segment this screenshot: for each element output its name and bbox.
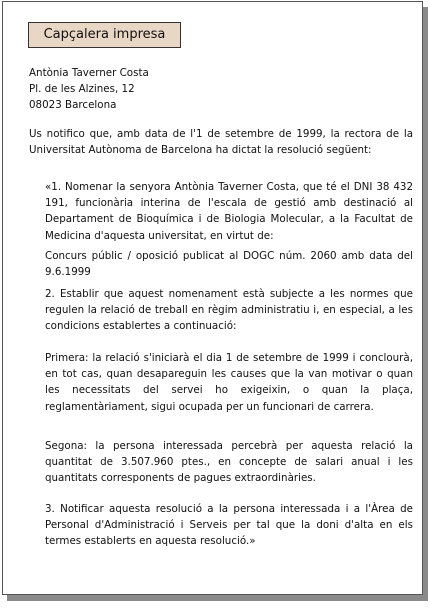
resolution-item-1: «1. Nomenar la senyora Antònia Taverner Costa, que té el DNI 38 432 191, funcionària interina de l'escala de gestió amb destinació al Departament de Bioquímica i de Biologia Molecular, a la Facultat de Medicina d'aquesta universitat, en virtut de: (45, 181, 413, 242)
condition-segona: Segona: la persona interessada percebrà per aquesta relació la quantitat de 3.507.960 ptes., en concepte de salari anual i les quantitats corresponents de pagues extraordinàries. (45, 440, 413, 485)
recipient-city: 08023 Barcelona (29, 99, 117, 112)
recipient-street: Pl. de les Alzines, 12 (29, 83, 135, 96)
resolution-item-3: 3. Notificar aquesta resolució a la persona interessada i a l'Àrea de Personal d'Administració i Serveis per tal que la doni d'alta en els termes establerts en aquesta resolució.» (45, 503, 413, 548)
condition-primera: Primera: la relació s'iniciarà el dia 1 de setembre de 1999 i conclourà, en tot cas, quan desapareguin les causes que la van motivar o quan les necessitats del servei ho exigeixin, o quan la plaça, reglamentàriament, sigui ocupada per un funcionari de carrera. (45, 352, 413, 413)
resolution-item-2: 2. Establir que aquest nomenament està subjecte a les normes que regulen la relació de treball en règim administratiu i, en especial, a les condicions establertes a continuació: (45, 288, 413, 333)
recipient-name: Antònia Taverner Costa (29, 67, 149, 79)
recipient-address (29, 65, 409, 114)
printed-header-box: Capçalera impresa (28, 22, 181, 48)
intro-paragraph: Us notifico que, amb data de l'1 de setembre de 1999, la rectora de la Universitat Autònoma de Barcelona ha dictat la resolució següent: (29, 128, 413, 157)
document-page (2, 1, 423, 595)
concurs-paragraph: Concurs públic / oposició publicat al DOGC núm. 2060 amb data del 9.6.1999 (45, 250, 413, 279)
